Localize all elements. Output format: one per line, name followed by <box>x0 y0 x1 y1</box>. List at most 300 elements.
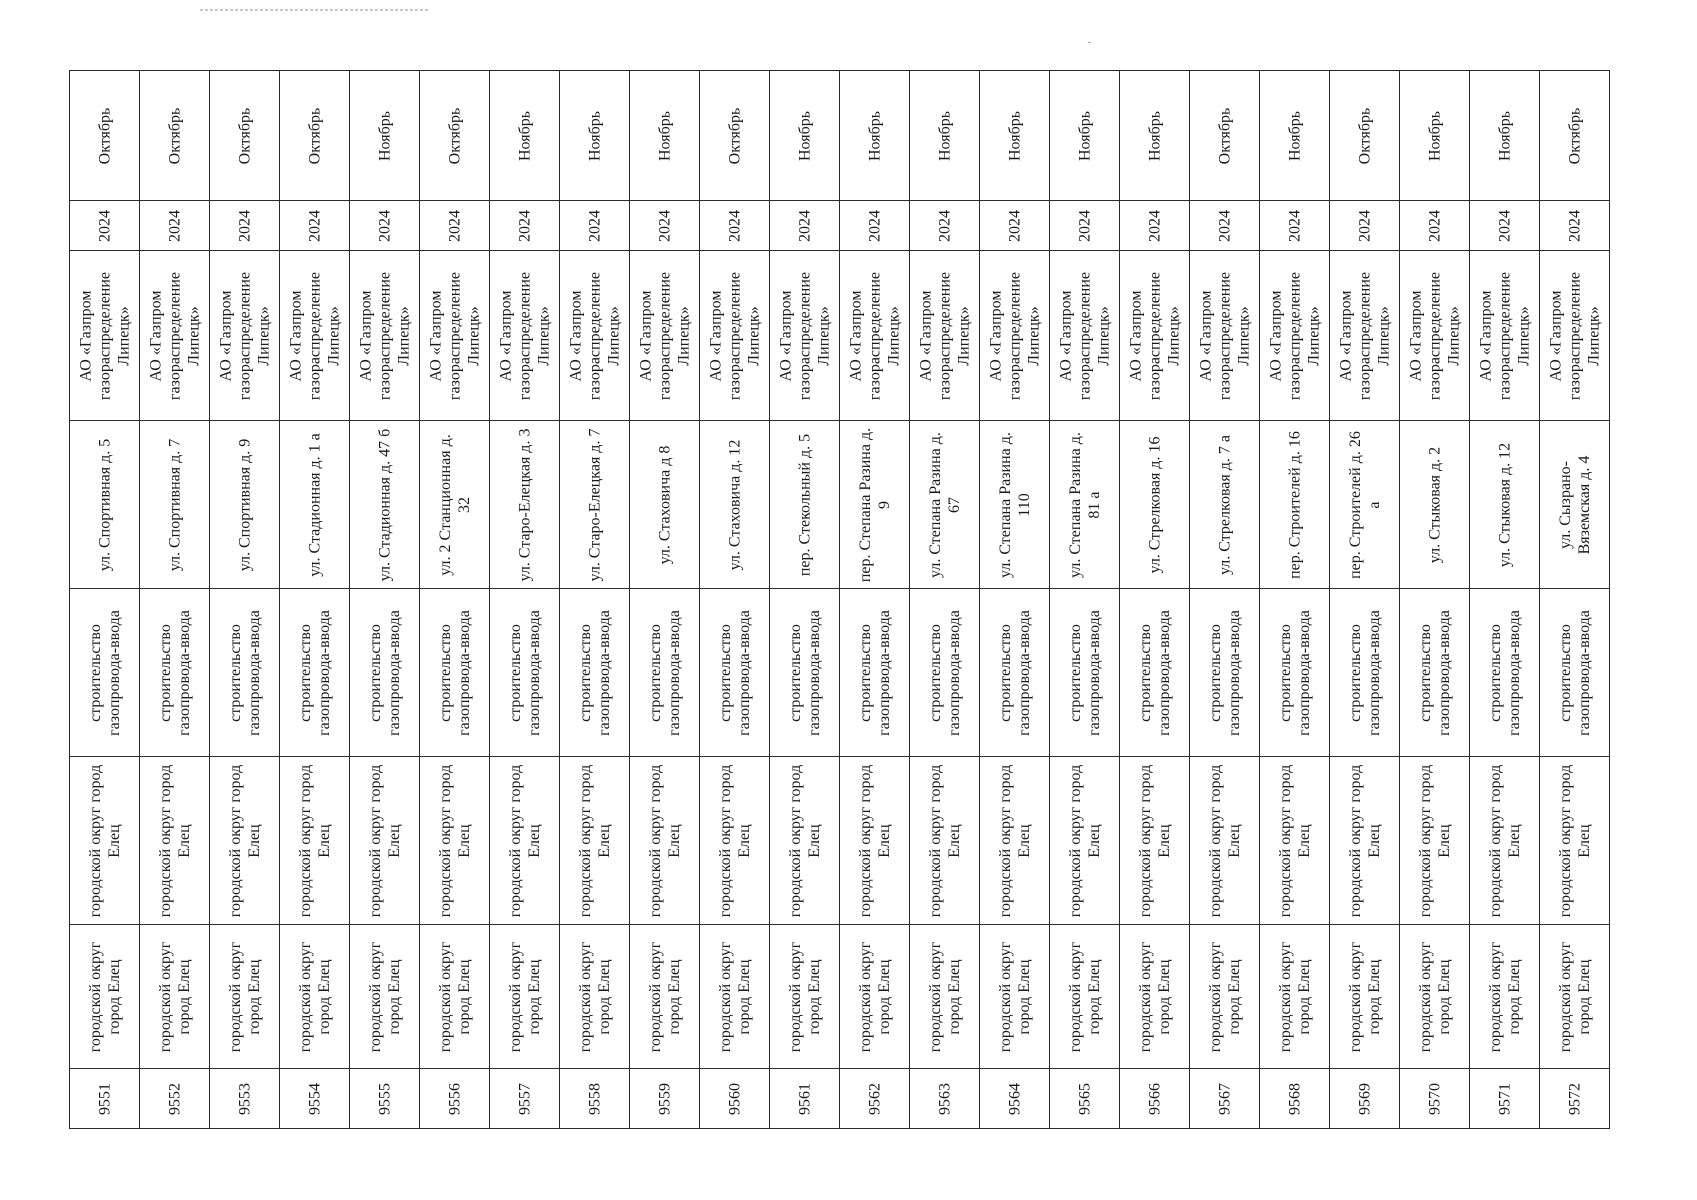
settlement-cell-text: городской округ город Елец <box>1206 764 1243 917</box>
month-cell-text: Октябрь <box>1356 107 1373 164</box>
year-cell-text: 2024 <box>656 209 673 242</box>
organization-cell-text: АО «Газпром газораспределение Липецк» <box>707 271 762 400</box>
gas-connection-table <box>69 70 1610 1129</box>
row-number-cell-text: 9565 <box>1076 1082 1093 1115</box>
organization-cell-text: АО «Газпром газораспределение Липецк» <box>1197 271 1252 400</box>
row-number-cell <box>1050 1069 1120 1129</box>
municipality-cell-text: городской округ город Елец <box>86 941 123 1052</box>
organization-cell-text: АО «Газпром газораспределение Липецк» <box>357 271 412 400</box>
month-cell-text: Ноябрь <box>1426 110 1443 161</box>
month-cell-text: Октябрь <box>306 107 323 164</box>
municipality-cell-text: городской округ город Елец <box>926 941 963 1052</box>
organization-cell <box>1330 251 1400 421</box>
row-number-cell-text: 9559 <box>656 1082 673 1115</box>
work-type-cell <box>630 589 700 757</box>
row-number-cell <box>770 1069 840 1129</box>
work-type-cell <box>70 589 140 757</box>
year-cell-text: 2024 <box>1356 209 1373 242</box>
municipality-cell <box>560 925 630 1069</box>
work-type-cell-text: строительство газопровода-ввода <box>646 609 683 736</box>
work-type-cell <box>1470 589 1540 757</box>
municipality-cell <box>350 925 420 1069</box>
settlement-cell-text: городской округ город Елец <box>1486 764 1523 917</box>
work-type-cell-text: строительство газопровода-ввода <box>926 609 963 736</box>
settlement-cell-text: городской округ город Елец <box>366 764 403 917</box>
organization-cell <box>350 251 420 421</box>
row-number-cell-text: 9570 <box>1426 1082 1443 1115</box>
address-cell-text: пер. Строителей д. 16 <box>1286 430 1303 579</box>
work-type-cell <box>1260 589 1330 757</box>
month-cell <box>980 71 1050 201</box>
year-cell-text: 2024 <box>516 209 533 242</box>
month-cell-text: Ноябрь <box>1146 110 1163 161</box>
row-number-cell <box>840 1069 910 1129</box>
organization-cell-text: АО «Газпром газораспределение Липецк» <box>1127 271 1182 400</box>
year-cell-text: 2024 <box>1216 209 1233 242</box>
month-cell <box>1050 71 1120 201</box>
municipality-cell-text: городской округ город Елец <box>1066 941 1103 1052</box>
work-type-cell-text: строительство газопровода-ввода <box>156 609 193 736</box>
municipality-cell-text: городской округ город Елец <box>1346 941 1383 1052</box>
address-cell <box>980 421 1050 589</box>
settlement-cell <box>980 757 1050 925</box>
settlement-cell <box>280 757 350 925</box>
year-cell <box>560 201 630 251</box>
table-row <box>70 71 1610 201</box>
organization-cell <box>420 251 490 421</box>
organization-cell-text: АО «Газпром газораспределение Липецк» <box>427 271 482 400</box>
settlement-cell <box>560 757 630 925</box>
settlement-cell-text: городской округ город Елец <box>1066 764 1103 917</box>
month-cell-text: Ноябрь <box>586 110 603 161</box>
year-cell <box>910 201 980 251</box>
settlement-cell <box>1050 757 1120 925</box>
address-cell <box>210 421 280 589</box>
settlement-cell <box>630 757 700 925</box>
organization-cell <box>140 251 210 421</box>
year-cell-text: 2024 <box>796 209 813 242</box>
month-cell-text: Ноябрь <box>1006 110 1023 161</box>
work-type-cell-text: строительство газопровода-ввода <box>1416 609 1453 736</box>
year-cell-text: 2024 <box>166 209 183 242</box>
settlement-cell-text: городской округ город Елец <box>226 764 263 917</box>
address-cell <box>1260 421 1330 589</box>
month-cell-text: Октябрь <box>166 107 183 164</box>
settlement-cell-text: городской округ город Елец <box>926 764 963 917</box>
month-cell-text: Ноябрь <box>936 110 953 161</box>
row-number-cell <box>1540 1069 1610 1129</box>
settlement-cell <box>1330 757 1400 925</box>
work-type-cell-text: строительство газопровода-ввода <box>436 609 473 736</box>
row-number-cell <box>630 1069 700 1129</box>
year-cell <box>210 201 280 251</box>
row-number-cell-text: 9556 <box>446 1082 463 1115</box>
work-type-cell <box>840 589 910 757</box>
month-cell-text: Ноябрь <box>376 110 393 161</box>
municipality-cell <box>1470 925 1540 1069</box>
row-number-cell-text: 9555 <box>376 1082 393 1115</box>
month-cell-text: Октябрь <box>726 107 743 164</box>
year-cell <box>1120 201 1190 251</box>
municipality-cell <box>140 925 210 1069</box>
row-number-cell <box>280 1069 350 1129</box>
month-cell-text: Октябрь <box>236 107 253 164</box>
municipality-cell-text: городской округ город Елец <box>576 941 613 1052</box>
month-cell <box>770 71 840 201</box>
month-cell-text: Октябрь <box>1566 107 1583 164</box>
organization-cell <box>70 251 140 421</box>
month-cell-text: Октябрь <box>1216 107 1233 164</box>
year-cell-text: 2024 <box>1496 209 1513 242</box>
year-cell <box>700 201 770 251</box>
municipality-cell-text: городской округ город Елец <box>996 941 1033 1052</box>
municipality-cell-text: городской округ город Елец <box>226 941 263 1052</box>
month-cell <box>630 71 700 201</box>
organization-cell <box>1540 251 1610 421</box>
year-cell <box>1540 201 1610 251</box>
year-cell <box>840 201 910 251</box>
work-type-cell-text: строительство газопровода-ввода <box>1276 609 1313 736</box>
address-cell <box>910 421 980 589</box>
work-type-cell-text: строительство газопровода-ввода <box>716 609 753 736</box>
municipality-cell-text: городской округ город Елец <box>156 941 193 1052</box>
settlement-cell <box>1190 757 1260 925</box>
municipality-cell-text: городской округ город Елец <box>786 941 823 1052</box>
year-cell <box>420 201 490 251</box>
year-cell <box>1050 201 1120 251</box>
organization-cell-text: АО «Газпром газораспределение Липецк» <box>777 271 832 400</box>
address-cell-text: ул. Спортивная д. 5 <box>96 438 113 571</box>
row-number-cell-text: 9568 <box>1286 1082 1303 1115</box>
month-cell <box>1120 71 1190 201</box>
organization-cell <box>770 251 840 421</box>
address-cell-text: ул. Спортивная д. 9 <box>236 438 253 571</box>
municipality-cell <box>1400 925 1470 1069</box>
address-cell-text: ул. Спортивная д. 7 <box>166 438 183 571</box>
address-cell-text: ул. Стадионная д. 47 б <box>376 428 393 581</box>
settlement-cell-text: городской округ город Елец <box>436 764 473 917</box>
municipality-cell <box>840 925 910 1069</box>
year-cell-text: 2024 <box>936 209 953 242</box>
municipality-cell-text: городской округ город Елец <box>1486 941 1523 1052</box>
year-cell <box>1470 201 1540 251</box>
settlement-cell-text: городской округ город Елец <box>786 764 823 917</box>
table-row <box>70 589 1610 757</box>
year-cell <box>630 201 700 251</box>
row-number-cell-text: 9553 <box>236 1082 253 1115</box>
year-cell-text: 2024 <box>726 209 743 242</box>
settlement-cell <box>1120 757 1190 925</box>
row-number-cell-text: 9558 <box>586 1082 603 1115</box>
row-number-cell <box>1400 1069 1470 1129</box>
organization-cell <box>490 251 560 421</box>
address-cell-text: ул. Степана Разина д. 81 а <box>1066 431 1103 578</box>
organization-cell <box>1120 251 1190 421</box>
organization-cell <box>910 251 980 421</box>
month-cell-text: Октябрь <box>96 107 113 164</box>
work-type-cell <box>1190 589 1260 757</box>
address-cell <box>140 421 210 589</box>
work-type-cell <box>280 589 350 757</box>
month-cell-text: Октябрь <box>446 107 463 164</box>
address-cell <box>560 421 630 589</box>
year-cell <box>770 201 840 251</box>
month-cell <box>350 71 420 201</box>
address-cell <box>70 421 140 589</box>
work-type-cell <box>560 589 630 757</box>
settlement-cell-text: городской округ город Елец <box>1346 764 1383 917</box>
municipality-cell-text: городской округ город Елец <box>366 941 403 1052</box>
organization-cell-text: АО «Газпром газораспределение Липецк» <box>987 271 1042 400</box>
row-number-cell <box>1120 1069 1190 1129</box>
month-cell <box>840 71 910 201</box>
month-cell-text: Ноябрь <box>1076 110 1093 161</box>
settlement-cell <box>420 757 490 925</box>
row-number-cell <box>490 1069 560 1129</box>
row-number-cell-text: 9557 <box>516 1082 533 1115</box>
row-number-cell <box>560 1069 630 1129</box>
organization-cell-text: АО «Газпром газораспределение Липецк» <box>1337 271 1392 400</box>
settlement-cell <box>70 757 140 925</box>
municipality-cell <box>1540 925 1610 1069</box>
row-number-cell-text: 9572 <box>1566 1082 1583 1115</box>
row-number-cell <box>210 1069 280 1129</box>
settlement-cell <box>1540 757 1610 925</box>
address-cell-text: пер. Стекольный д. 5 <box>796 433 813 576</box>
organization-cell-text: АО «Газпром газораспределение Липецк» <box>567 271 622 400</box>
organization-cell <box>210 251 280 421</box>
row-number-cell-text: 9566 <box>1146 1082 1163 1115</box>
organization-cell <box>1190 251 1260 421</box>
month-cell <box>70 71 140 201</box>
year-cell-text: 2024 <box>1286 209 1303 242</box>
settlement-cell-text: городской округ город Елец <box>996 764 1033 917</box>
organization-cell-text: АО «Газпром газораспределение Липецк» <box>1407 271 1462 400</box>
row-number-cell-text: 9552 <box>166 1082 183 1115</box>
work-type-cell <box>420 589 490 757</box>
municipality-cell <box>1260 925 1330 1069</box>
organization-cell <box>1260 251 1330 421</box>
municipality-cell <box>420 925 490 1069</box>
municipality-cell-text: городской округ город Елец <box>716 941 753 1052</box>
municipality-cell-text: городской округ город Елец <box>436 941 473 1052</box>
work-type-cell-text: строительство газопровода-ввода <box>366 609 403 736</box>
address-cell-text: пер. Строителей д. 26 а <box>1346 430 1383 579</box>
month-cell <box>140 71 210 201</box>
address-cell <box>420 421 490 589</box>
settlement-cell <box>700 757 770 925</box>
settlement-cell-text: городской округ город Елец <box>156 764 193 917</box>
month-cell <box>1260 71 1330 201</box>
month-cell <box>1190 71 1260 201</box>
month-cell <box>1400 71 1470 201</box>
municipality-cell-text: городской округ город Елец <box>296 941 333 1052</box>
table-row <box>70 421 1610 589</box>
month-cell-text: Ноябрь <box>866 110 883 161</box>
address-cell-text: ул. Степана Разина д. 110 <box>996 431 1033 578</box>
work-type-cell-text: строительство газопровода-ввода <box>1346 609 1383 736</box>
municipality-cell <box>1050 925 1120 1069</box>
month-cell <box>210 71 280 201</box>
row-number-cell-text: 9571 <box>1496 1082 1513 1115</box>
month-cell-text: Ноябрь <box>656 110 673 161</box>
row-number-cell <box>700 1069 770 1129</box>
municipality-cell-text: городской округ город Елец <box>1206 941 1243 1052</box>
year-cell <box>280 201 350 251</box>
address-cell <box>840 421 910 589</box>
settlement-cell <box>910 757 980 925</box>
year-cell <box>1400 201 1470 251</box>
month-cell <box>560 71 630 201</box>
month-cell-text: Ноябрь <box>796 110 813 161</box>
work-type-cell-text: строительство газопровода-ввода <box>856 609 893 736</box>
work-type-cell <box>490 589 560 757</box>
settlement-cell <box>210 757 280 925</box>
address-cell <box>1470 421 1540 589</box>
month-cell-text: Ноябрь <box>516 110 533 161</box>
year-cell <box>1330 201 1400 251</box>
organization-cell-text: АО «Газпром газораспределение Липецк» <box>217 271 272 400</box>
settlement-cell-text: городской округ город Елец <box>856 764 893 917</box>
address-cell <box>490 421 560 589</box>
address-cell <box>1540 421 1610 589</box>
work-type-cell <box>1400 589 1470 757</box>
settlement-cell-text: городской округ город Елец <box>716 764 753 917</box>
address-cell-text: ул. Стаховича д 8 <box>656 445 673 564</box>
work-type-cell <box>210 589 280 757</box>
organization-cell-text: АО «Газпром газораспределение Липецк» <box>847 271 902 400</box>
settlement-cell-text: городской округ город Елец <box>576 764 613 917</box>
year-cell-text: 2024 <box>1006 209 1023 242</box>
row-number-cell-text: 9561 <box>796 1082 813 1115</box>
year-cell-text: 2024 <box>96 209 113 242</box>
month-cell <box>700 71 770 201</box>
work-type-cell <box>350 589 420 757</box>
municipality-cell <box>490 925 560 1069</box>
row-number-cell-text: 9562 <box>866 1082 883 1115</box>
organization-cell-text: АО «Газпром газораспределение Липецк» <box>1057 271 1112 400</box>
settlement-cell <box>770 757 840 925</box>
municipality-cell <box>630 925 700 1069</box>
settlement-cell <box>1260 757 1330 925</box>
table-row <box>70 925 1610 1069</box>
row-number-cell <box>980 1069 1050 1129</box>
organization-cell <box>1470 251 1540 421</box>
settlement-cell <box>350 757 420 925</box>
row-number-cell-text: 9560 <box>726 1082 743 1115</box>
address-cell <box>700 421 770 589</box>
organization-cell <box>560 251 630 421</box>
row-number-cell <box>350 1069 420 1129</box>
settlement-cell <box>1400 757 1470 925</box>
work-type-cell-text: строительство газопровода-ввода <box>226 609 263 736</box>
month-cell <box>1540 71 1610 201</box>
year-cell-text: 2024 <box>866 209 883 242</box>
work-type-cell <box>700 589 770 757</box>
address-cell-text: ул. Стаховича д. 12 <box>726 439 743 570</box>
work-type-cell <box>1330 589 1400 757</box>
settlement-cell-text: городской округ город Елец <box>646 764 683 917</box>
organization-cell <box>1400 251 1470 421</box>
table-row <box>70 251 1610 421</box>
row-number-cell <box>1260 1069 1330 1129</box>
settlement-cell <box>490 757 560 925</box>
table-row <box>70 757 1610 925</box>
municipality-cell-text: городской округ город Елец <box>1276 941 1313 1052</box>
address-cell-text: ул. Стыковая д. 12 <box>1496 442 1513 567</box>
address-cell-text: ул. Стрелковая д. 16 <box>1146 436 1163 573</box>
month-cell <box>420 71 490 201</box>
address-cell <box>350 421 420 589</box>
table-row <box>70 1069 1610 1129</box>
work-type-cell <box>910 589 980 757</box>
address-cell <box>1330 421 1400 589</box>
row-number-cell-text: 9554 <box>306 1082 323 1115</box>
settlement-cell-text: городской округ город Елец <box>1276 764 1313 917</box>
row-number-cell <box>70 1069 140 1129</box>
settlement-cell <box>840 757 910 925</box>
month-cell <box>1470 71 1540 201</box>
year-cell <box>490 201 560 251</box>
row-number-cell <box>1190 1069 1260 1129</box>
municipality-cell <box>910 925 980 1069</box>
work-type-cell-text: строительство газопровода-ввода <box>296 609 333 736</box>
municipality-cell <box>770 925 840 1069</box>
year-cell-text: 2024 <box>376 209 393 242</box>
organization-cell-text: АО «Газпром газораспределение Липецк» <box>917 271 972 400</box>
organization-cell <box>840 251 910 421</box>
work-type-cell-text: строительство газопровода-ввода <box>86 609 123 736</box>
work-type-cell-text: строительство газопровода-ввода <box>786 609 823 736</box>
organization-cell <box>700 251 770 421</box>
year-cell <box>350 201 420 251</box>
work-type-cell <box>140 589 210 757</box>
municipality-cell <box>1190 925 1260 1069</box>
month-cell <box>910 71 980 201</box>
work-type-cell-text: строительство газопровода-ввода <box>1066 609 1103 736</box>
year-cell-text: 2024 <box>306 209 323 242</box>
address-cell <box>1120 421 1190 589</box>
municipality-cell-text: городской округ город Елец <box>856 941 893 1052</box>
month-cell <box>1330 71 1400 201</box>
row-number-cell-text: 9569 <box>1356 1082 1373 1115</box>
year-cell-text: 2024 <box>1426 209 1443 242</box>
organization-cell-text: АО «Газпром газораспределение Липецк» <box>637 271 692 400</box>
year-cell-text: 2024 <box>236 209 253 242</box>
work-type-cell <box>770 589 840 757</box>
address-cell-text: ул. Сызрано-Вяземская д. 4 <box>1556 455 1593 554</box>
address-cell <box>280 421 350 589</box>
work-type-cell-text: строительство газопровода-ввода <box>1136 609 1173 736</box>
year-cell <box>980 201 1050 251</box>
municipality-cell-text: городской округ город Елец <box>1136 941 1173 1052</box>
organization-cell-text: АО «Газпром газораспределение Липецк» <box>1477 271 1532 400</box>
municipality-cell-text: городской округ город Елец <box>646 941 683 1052</box>
work-type-cell-text: строительство газопровода-ввода <box>996 609 1033 736</box>
work-type-cell-text: строительство газопровода-ввода <box>1486 609 1523 736</box>
municipality-cell <box>70 925 140 1069</box>
organization-cell-text: АО «Газпром газораспределение Липецк» <box>147 271 202 400</box>
year-cell-text: 2024 <box>1566 209 1583 242</box>
work-type-cell <box>1050 589 1120 757</box>
organization-cell-text: АО «Газпром газораспределение Липецк» <box>287 271 342 400</box>
work-type-cell-text: строительство газопровода-ввода <box>1556 609 1593 736</box>
row-number-cell-text: 9563 <box>936 1082 953 1115</box>
settlement-cell-text: городской округ город Елец <box>296 764 333 917</box>
address-cell <box>630 421 700 589</box>
settlement-cell-text: городской округ город Елец <box>1416 764 1453 917</box>
address-cell-text: ул. Стыковая д. 2 <box>1426 446 1443 563</box>
